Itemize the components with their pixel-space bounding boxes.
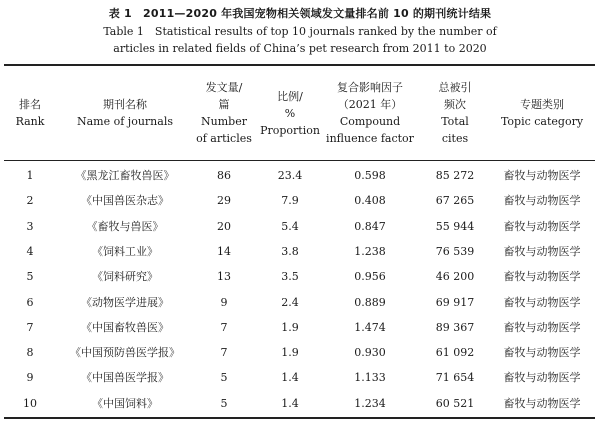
header-proportion-unit: %: [284, 106, 296, 120]
cell-topic: 畜牧与动物医学: [503, 295, 581, 309]
header-cites-cn2: 频次: [444, 98, 466, 111]
cell-topic: 畜牧与动物医学: [503, 270, 581, 284]
header-cites-en1: Total: [441, 115, 469, 128]
cell-articles: 86: [217, 169, 231, 182]
cell-proportion: 7.9: [281, 194, 299, 208]
cell-rank: 4: [26, 244, 34, 258]
cell-cites: 55 944: [435, 219, 475, 233]
cell-journal: 《中国兽医杂志》: [81, 194, 169, 208]
header-journal: [60, 66, 190, 160]
cell-journal: 《中国饲料》: [92, 396, 158, 410]
cell-cites: 69 917: [435, 295, 475, 309]
cell-proportion: 1.9: [281, 346, 299, 360]
cell-articles: 13: [217, 270, 231, 284]
cell-cites: 71 654: [435, 371, 475, 385]
cell-journal: 《饲料研究》: [92, 270, 158, 284]
table-row: [0, 391, 600, 416]
header-cif: [320, 66, 420, 160]
cell-journal: 《饲料工业》: [92, 244, 158, 258]
table-row: [0, 264, 600, 289]
table-row: [0, 290, 600, 315]
table-row: [0, 214, 600, 239]
cell-rank: 6: [26, 295, 34, 309]
table-row: [0, 340, 600, 365]
cell-topic: 畜牧与动物医学: [503, 169, 581, 182]
header-articles-en1: Number: [201, 115, 247, 128]
header-cif-en1: Compound: [339, 115, 401, 128]
header-cif-en2: influence factor: [326, 132, 414, 145]
table-header-rule: [4, 160, 595, 161]
header-topic-cn: 专题类别: [520, 98, 564, 111]
cell-rank: 3: [26, 219, 34, 233]
table-row: [0, 365, 600, 390]
cell-proportion: 1.9: [281, 320, 299, 334]
cell-rank: 5: [26, 270, 34, 284]
cell-topic: 畜牧与动物医学: [503, 346, 581, 360]
cell-journal: 《中国畜牧兽医》: [81, 320, 169, 334]
header-articles-cn: 发文量/: [205, 81, 243, 94]
cell-proportion: 3.5: [281, 270, 299, 284]
cell-cites: 61 092: [435, 346, 475, 360]
table-row: [0, 315, 600, 340]
header-rank-cn: 排名: [19, 98, 41, 111]
header-topic-en: Topic category: [500, 115, 584, 128]
cell-journal: 《动物医学进展》: [81, 295, 169, 309]
cell-topic: 畜牧与动物医学: [503, 219, 581, 233]
cell-topic: 畜牧与动物医学: [503, 244, 581, 258]
header-articles-en2: of articles: [196, 132, 252, 145]
header-articles-unit: 篇: [218, 98, 230, 111]
cell-rank: 1: [26, 169, 34, 182]
cell-cif: 1.238: [354, 244, 386, 258]
header-cites: [422, 66, 488, 160]
cell-topic: 畜牧与动物医学: [503, 396, 581, 410]
table-caption-en-line2: articles in related fields of China’s pet research from 2011 to 2020: [113, 42, 487, 55]
cell-articles: 5: [220, 371, 228, 385]
header-articles: [192, 66, 256, 160]
table-caption-en-line1: Table 1 Statistical results of top 10 journals ranked by the number of: [103, 25, 497, 38]
cell-proportion: 1.4: [281, 396, 299, 410]
table-caption-cn: 表 1 2011—2020 年我国宠物相关领域发文量排名前 10 的期刊统计结果: [108, 7, 492, 20]
cell-topic: 畜牧与动物医学: [503, 371, 581, 385]
cell-articles: 20: [217, 219, 231, 233]
cell-journal: 《中国兽医学报》: [81, 371, 169, 385]
cell-cif: 0.889: [354, 295, 386, 309]
cell-cites: 60 521: [435, 396, 475, 410]
cell-articles: 5: [220, 396, 228, 410]
cell-journal: 《畜牧与兽医》: [86, 219, 164, 233]
cell-cites: 46 200: [435, 270, 475, 284]
cell-proportion: 3.8: [281, 244, 299, 258]
cell-cites: 67 265: [435, 194, 475, 208]
cell-articles: 29: [217, 194, 231, 208]
table-row: [0, 239, 600, 264]
cell-cites: 89 367: [435, 320, 475, 334]
table-bottom-rule: [4, 417, 595, 419]
header-cites-cn1: 总被引: [438, 81, 472, 94]
cell-topic: 畜牧与动物医学: [503, 320, 581, 334]
header-rank: [8, 66, 52, 160]
header-journal-cn: 期刊名称: [103, 98, 147, 111]
cell-cif: 0.956: [354, 270, 386, 284]
cell-proportion: 23.4: [277, 169, 303, 182]
cell-cif: 0.847: [354, 219, 386, 233]
header-rank-en: Rank: [15, 115, 45, 128]
cell-cif: 1.133: [354, 371, 386, 385]
cell-journal: 《黑龙江畜牧兽医》: [75, 169, 175, 182]
cell-proportion: 2.4: [281, 295, 299, 309]
cell-articles: 7: [220, 320, 228, 334]
cell-articles: 9: [220, 295, 228, 309]
header-cites-en2: cites: [441, 132, 469, 145]
cell-cif: 0.598: [354, 169, 386, 182]
header-proportion-en: Proportion: [260, 123, 320, 137]
header-cif-cn: 复合影响因子: [337, 81, 403, 94]
cell-cif: 0.408: [354, 194, 386, 208]
cell-proportion: 5.4: [281, 219, 299, 233]
cell-cif: 0.930: [354, 346, 386, 360]
cell-rank: 8: [26, 346, 34, 360]
header-proportion-cn: 比例/: [277, 89, 303, 103]
cell-rank: 2: [26, 194, 34, 208]
table-row: [0, 163, 600, 188]
cell-cites: 85 272: [435, 169, 475, 182]
cell-journal: 《中国预防兽医学报》: [70, 346, 180, 360]
header-topic: [492, 66, 592, 160]
cell-topic: 畜牧与动物医学: [503, 194, 581, 208]
cell-articles: 14: [217, 244, 231, 258]
header-journal-en: Name of journals: [77, 115, 173, 128]
header-cif-year: （2021 年）: [337, 98, 403, 111]
cell-proportion: 1.4: [281, 371, 299, 385]
header-proportion: [258, 66, 322, 160]
cell-rank: 10: [23, 396, 37, 410]
cell-rank: 9: [26, 371, 34, 385]
table-row: [0, 188, 600, 213]
cell-articles: 7: [220, 346, 228, 360]
cell-cif: 1.234: [354, 396, 386, 410]
cell-rank: 7: [26, 320, 34, 334]
cell-cif: 1.474: [354, 320, 386, 334]
cell-cites: 76 539: [435, 244, 475, 258]
